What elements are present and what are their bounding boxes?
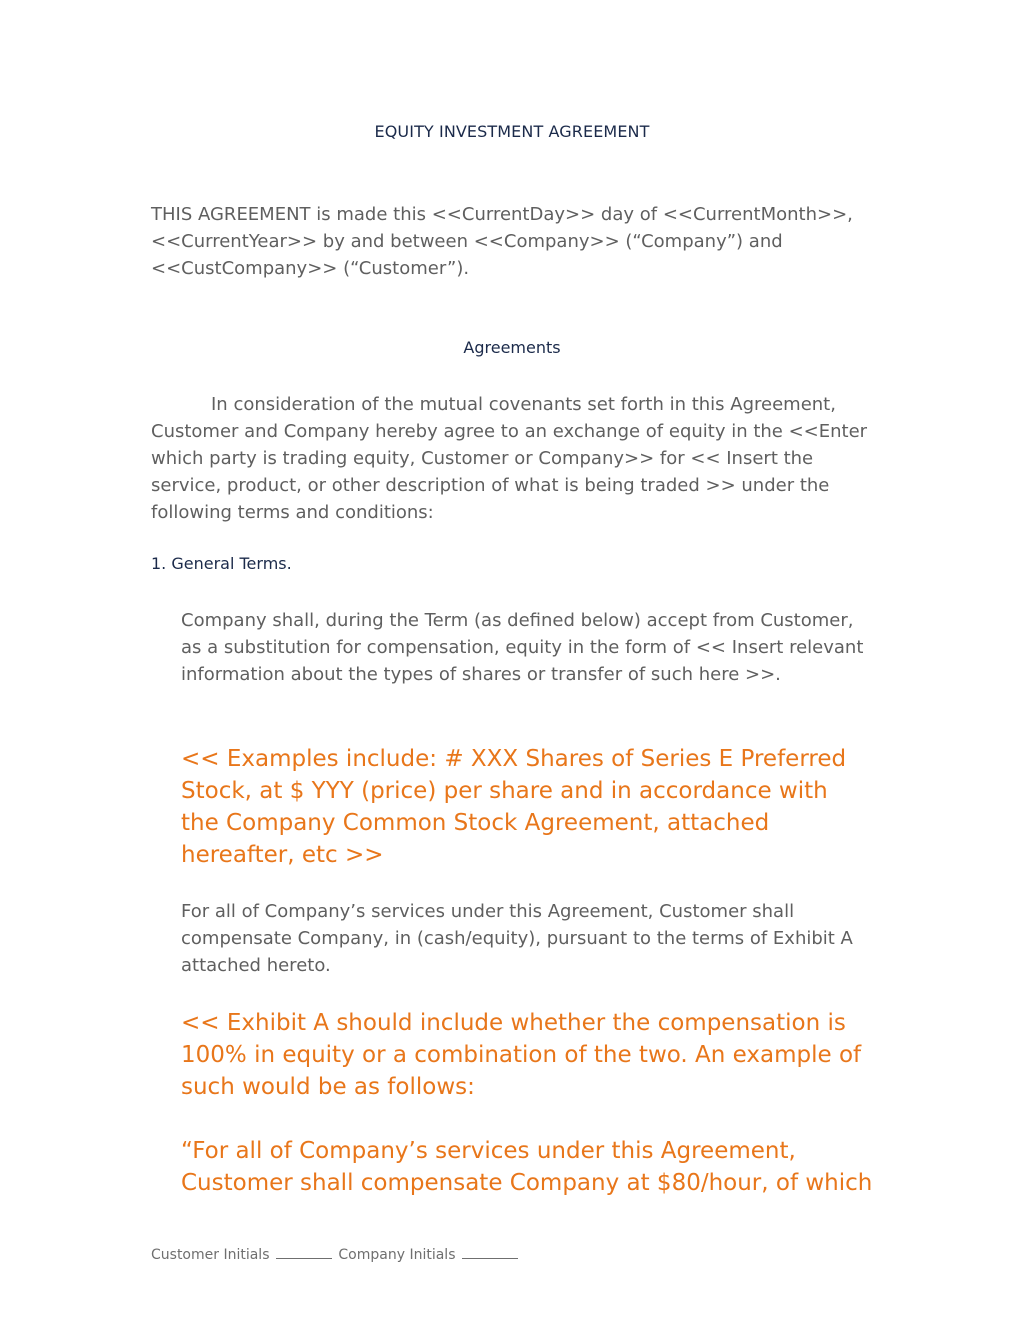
customer-initials-blank[interactable] — [276, 1246, 332, 1259]
example-quote: “For all of Company’s services under this Agreement, Customer shall compensate Company at $80/hour, of which — [181, 1138, 873, 1196]
exhibit-note: << Exhibit A should include whether the compensation is 100% in equity or a combination of the two. An example of such would be as follows: — [181, 1010, 862, 1100]
consideration-paragraph: In consideration of the mutual covenants set forth in this Agreement, Customer and Company hereby agree to an exchange of equity in the <<Enter which party is trading equity, Customer or Company>> for << Insert the service, product, or other description of what is being traded >> under the following terms and conditions: — [151, 394, 868, 523]
general-terms-paragraph: Company shall, during the Term (as defined below) accept from Customer, as a substitution for compensation, equity in the form of << Insert relevant information about the types of shares or transfer of such here >>. — [181, 610, 864, 685]
company-initials-label: Company Initials — [338, 1247, 456, 1263]
section-1-heading: 1. General Terms. — [151, 554, 292, 573]
intro-paragraph: THIS AGREEMENT is made this <<CurrentDay>> day of <<CurrentMonth>>, <<CurrentYear>> by and between <<Company>> (“Company”) and <<CustCompany>> (“Customer”). — [151, 204, 853, 279]
compensation-paragraph: For all of Company’s services under this Agreement, Customer shall compensate Company, in (cash/equity), pursuant to the terms of Exhibit A attached hereto. — [181, 901, 853, 976]
customer-initials-label: Customer Initials — [151, 1247, 270, 1263]
document-title: EQUITY INVESTMENT AGREEMENT — [374, 122, 650, 141]
examples-note: << Examples include: # XXX Shares of Series E Preferred Stock, at $ YYY (price) per share and in accordance with the Company Common Stock Agreement, attached hereafter, etc >> — [181, 746, 847, 868]
company-initials-blank[interactable] — [462, 1246, 518, 1259]
initials-footer — [151, 1246, 520, 1263]
agreements-heading: Agreements — [463, 338, 561, 357]
